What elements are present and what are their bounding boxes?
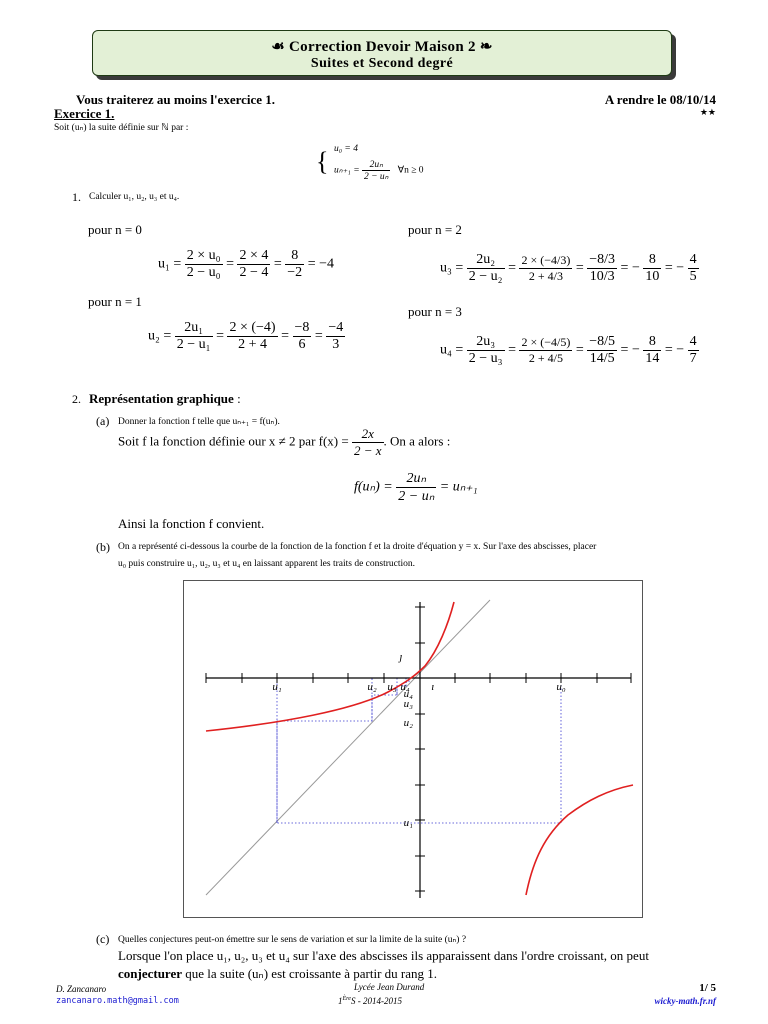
x-label-u3: u₃ bbox=[387, 681, 397, 693]
u3-frac-2: $\frac{2 \times (-4/3)}{2 + 4/3}$ bbox=[521, 253, 571, 283]
u1-result: = −4 bbox=[307, 256, 334, 272]
case-n0: pour n = 0 bbox=[88, 222, 142, 237]
instruction-text: Vous traiterez au moins l'exercice 1. bbox=[76, 92, 276, 107]
u1-frac-3: $\frac{8}{-2}$ bbox=[287, 248, 303, 280]
u1-equation: u₁ = $\frac{\text{2 × u₀}}{\text{2 − u₀}}$ = $\frac{2 \times 4}{2 - 4}$ = $\frac{8}{-2}$ = −4 bbox=[158, 248, 334, 280]
footer-class: 1ÈreS - 2014-2015 bbox=[338, 996, 402, 1006]
system-condition: ∀n ≥ 0 bbox=[397, 165, 424, 176]
y-label-j: ȷ⃗ bbox=[399, 651, 411, 663]
q2a-label: (a) bbox=[96, 414, 110, 428]
system-line-1: u₀ = 4 bbox=[334, 144, 358, 154]
q1-number: 1. bbox=[72, 190, 81, 204]
q2b-label: (b) bbox=[96, 540, 110, 554]
x-label-i: ı⃗ bbox=[431, 681, 443, 693]
x-label-u2: u₂ bbox=[367, 681, 377, 693]
document-subtitle: Suites et Second degré bbox=[310, 56, 454, 71]
q2a-fraction: $\frac{2x}{2 - x}$ bbox=[353, 426, 382, 458]
q2c-answer-2 bbox=[118, 966, 437, 982]
u3-equation: u₃ = $\frac{\text{2u₂}}{\text{2 − u₂}}$ = $\frac{2 \times (-4/3)}{2 + 4/3}$ = $\frac{-8/3}{10/3}$ = − $\frac{8}{10}$ = − $\frac{4}{5}$ bbox=[440, 252, 697, 284]
title-banner bbox=[92, 30, 672, 76]
u4-frac-1: $\frac{\text{2u₃}}{\text{2 − u₃}}$ bbox=[468, 334, 503, 366]
q2b-line-2: u₀ puis construire u₁, u₂, u₃ et u₄ en laissant apparent les traits de construction. bbox=[118, 559, 416, 569]
x-label-u0: u₀ bbox=[556, 681, 566, 693]
q2a-text bbox=[118, 426, 450, 459]
y-label-u3: u₃ bbox=[403, 698, 413, 710]
u3-frac-1: $\frac{\text{2u₂}}{\text{2 − u₂}}$ bbox=[468, 252, 503, 284]
q2c-label: (c) bbox=[96, 932, 110, 946]
q2b-line-1: On a représenté ci-dessous la courbe de la fonction de la fonction f et la droite d'équation y = x. Sur l'axe des abscisses, placer bbox=[118, 542, 597, 552]
footer-site-link[interactable]: wicky-math.fr.nf bbox=[654, 996, 716, 1006]
system-line-2 bbox=[334, 159, 424, 182]
footer-author: D. Zancanaro bbox=[56, 984, 107, 994]
system-brace: { bbox=[316, 147, 329, 176]
footer-email-link[interactable]: zancanaro.math@gmail.com bbox=[56, 996, 179, 1006]
u4-frac-2: $\frac{2 \times (-4/5)}{2 + 4/5}$ bbox=[521, 335, 571, 365]
u3-frac-3: $\frac{-8/3}{10/3}$ bbox=[589, 252, 616, 284]
exercise-heading: Exercice 1. bbox=[54, 106, 115, 121]
difficulty-stars: ★★ bbox=[699, 108, 716, 118]
u3-lhs: u₃ = bbox=[440, 260, 464, 276]
u1-lhs: u₁ = bbox=[158, 256, 182, 272]
u2-frac-3: $\frac{-8}{6}$ bbox=[294, 320, 310, 352]
system-lhs: uₙ₊₁ = bbox=[334, 165, 360, 176]
q1-prompt: Calculer u₁, u₂, u₃ et u₄. bbox=[89, 192, 180, 202]
u4-frac-4: $\frac{8}{14}$ bbox=[645, 334, 660, 366]
q2c-answer-1: Lorsque l'on place u₁, u₂, u₃ et u₄ sur l'axe des abscisses ils apparaissent dans l'ordre croissant, on peut bbox=[118, 948, 649, 963]
q2a-eq-lhs: f(uₙ) = bbox=[354, 479, 393, 495]
y-label-u4: u₄ bbox=[403, 688, 413, 700]
sequence-definition: Soit (uₙ) la suite définie sur ℕ par : bbox=[54, 123, 189, 133]
due-date: A rendre le 08/10/14 bbox=[604, 92, 716, 107]
q2a-eq-rhs: = uₙ₊₁ bbox=[439, 479, 478, 495]
u4-equation: u₄ = $\frac{\text{2u₃}}{\text{2 − u₃}}$ = $\frac{2 \times (-4/5)}{2 + 4/5}$ = $\frac{-8/5}{14/5}$ = − $\frac{8}{14}$ = − $\frac{4}{7}$ bbox=[440, 334, 697, 366]
q2a-text-end: . On a alors : bbox=[383, 433, 451, 449]
u4-lhs: u₄ = bbox=[440, 342, 464, 358]
document-title: ☙ Correction Devoir Maison 2 ❧ bbox=[271, 39, 493, 55]
x-label-u1: u₁ bbox=[272, 681, 282, 693]
q2a-conclusion: Ainsi la fonction f convient. bbox=[118, 516, 265, 531]
graph-frame bbox=[184, 581, 643, 918]
system-num: 2uₙ bbox=[362, 159, 390, 171]
system-den: 2 − uₙ bbox=[364, 172, 389, 182]
q2a-equation bbox=[354, 470, 478, 505]
footer-school: Lycée Jean Durand bbox=[354, 982, 425, 992]
u4-frac-3: $\frac{-8/5}{14/5}$ bbox=[589, 334, 616, 366]
q2c-prompt: Quelles conjectures peut-on émettre sur le sens de variation et sur la limite de la suite (uₙ) ? bbox=[118, 935, 467, 945]
u2-frac-1: $\frac{\text{2u₁}}{\text{2 − u₁}}$ bbox=[176, 320, 211, 352]
u4-frac-5: $\frac{4}{7}$ bbox=[689, 334, 697, 366]
u2-lhs: u₂ = bbox=[148, 328, 172, 344]
u1-frac-1: $\frac{\text{2 × u₀}}{\text{2 − u₀}}$ bbox=[186, 248, 221, 280]
q2-heading: Représentation graphique : bbox=[89, 391, 241, 406]
y-label-u2: u₂ bbox=[403, 717, 413, 729]
q2a-prompt: Donner la fonction f telle que uₙ₊₁ = f(uₙ). bbox=[118, 417, 280, 427]
q2-number: 2. bbox=[72, 392, 81, 406]
q2a-text-start: Soit f la fonction définie our x ≠ 2 par f(x) = bbox=[118, 433, 349, 449]
u3-frac-5: $\frac{4}{5}$ bbox=[689, 252, 697, 284]
conjecture-keyword: conjecturer bbox=[118, 966, 183, 981]
q2a-eq-frac: $\frac{\text{2uₙ}}{\text{2 − uₙ}}$ bbox=[398, 471, 435, 504]
footer-page-number: 1/ 5 bbox=[699, 982, 716, 994]
u1-frac-2: $\frac{2 \times 4}{2 - 4}$ bbox=[239, 248, 269, 280]
function-graph bbox=[183, 580, 643, 918]
q2-title: Représentation graphique bbox=[89, 391, 234, 406]
case-n1: pour n = 1 bbox=[88, 294, 142, 309]
u2-frac-4: $\frac{-4}{3}$ bbox=[328, 320, 344, 352]
case-n3: pour n = 3 bbox=[408, 304, 462, 319]
u3-frac-4: $\frac{8}{10}$ bbox=[645, 252, 660, 284]
x-label-u4: u₄ bbox=[400, 681, 410, 693]
system-fraction bbox=[362, 159, 390, 182]
u2-frac-2: $\frac{2 \times (-4)}{2 + 4}$ bbox=[229, 320, 276, 352]
u2-equation: u₂ = $\frac{\text{2u₁}}{\text{2 − u₁}}$ = $\frac{2 \times (-4)}{2 + 4}$ = $\frac{-8}{6}$ = $\frac{-4}{3}$ bbox=[148, 320, 344, 352]
y-label-u1: u₁ bbox=[403, 817, 413, 829]
case-n2: pour n = 2 bbox=[408, 222, 462, 237]
q2c-answer-rest: que la suite (uₙ) est croissante à partir du rang 1. bbox=[182, 966, 438, 981]
